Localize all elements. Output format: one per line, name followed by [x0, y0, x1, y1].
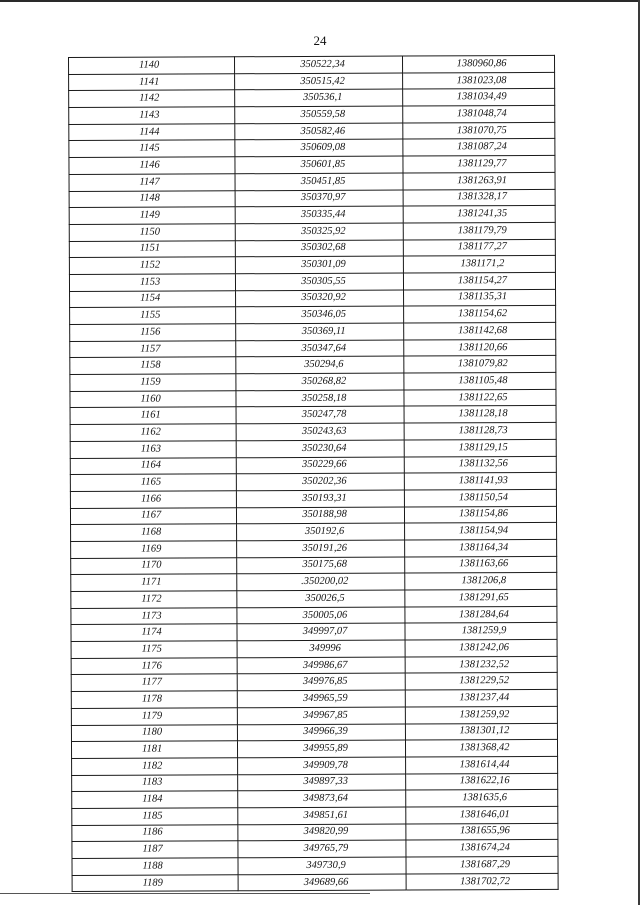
point-number-cell: 1171	[71, 574, 237, 591]
point-number-cell: 1142	[69, 90, 235, 107]
point-number-cell: 1175	[71, 641, 237, 658]
y-coordinate-cell: 1381241,35	[403, 206, 555, 223]
y-coordinate-cell: 1381259,9	[405, 623, 557, 640]
y-coordinate-cell: 1381177,27	[403, 239, 555, 256]
table-row	[70, 506, 556, 525]
x-coordinate-cell: 350305,55	[235, 273, 403, 290]
point-number-cell: 1155	[70, 307, 236, 324]
y-coordinate-cell: 1381105,48	[404, 372, 556, 389]
x-coordinate-cell: 349976,85	[237, 673, 405, 690]
x-coordinate-cell: 350175,68	[237, 557, 405, 574]
point-number-cell: 1149	[69, 207, 235, 224]
x-coordinate-cell: 350451,85	[235, 173, 403, 190]
y-coordinate-cell: 1381284,64	[405, 606, 557, 623]
x-coordinate-cell: 349986,67	[237, 657, 405, 674]
point-number-cell: 1157	[70, 340, 236, 357]
table-row	[71, 589, 557, 608]
y-coordinate-cell: 1381128,18	[404, 406, 556, 423]
table-row	[71, 573, 557, 592]
point-number-cell: 1143	[69, 107, 235, 124]
x-coordinate-cell: 350302,68	[235, 240, 403, 257]
x-coordinate-cell: 350347,64	[236, 340, 404, 357]
x-coordinate-cell: 350202,36	[236, 473, 404, 490]
table-row	[69, 189, 555, 208]
point-number-cell: 1187	[72, 841, 238, 858]
table-row	[70, 306, 556, 325]
point-number-cell: 1172	[71, 591, 237, 608]
x-coordinate-cell: 350188,98	[236, 507, 404, 524]
table-row	[69, 156, 555, 175]
point-number-cell: 1168	[71, 524, 237, 541]
point-number-cell: 1164	[70, 457, 236, 474]
y-coordinate-cell: 1381129,15	[404, 439, 556, 456]
point-number-cell: 1178	[71, 691, 237, 708]
y-coordinate-cell: 1381263,91	[403, 172, 555, 189]
x-coordinate-cell: 349820,99	[238, 824, 406, 841]
y-coordinate-cell: 1381702,72	[406, 873, 558, 890]
x-coordinate-cell: 349689,66	[238, 874, 406, 891]
y-coordinate-cell: 1381154,62	[404, 306, 556, 323]
table-row	[70, 289, 556, 308]
table-row	[72, 873, 558, 892]
point-number-cell: 1147	[69, 174, 235, 191]
table-row	[69, 105, 555, 124]
x-coordinate-cell: .350200,02	[237, 573, 405, 590]
x-coordinate-cell: 350294,6	[236, 356, 404, 373]
y-coordinate-cell: 1381142,68	[404, 322, 556, 339]
x-coordinate-cell: 350301,09	[235, 256, 403, 273]
point-number-cell: 1159	[70, 374, 236, 391]
point-number-cell: 1163	[70, 441, 236, 458]
x-coordinate-cell: 350559,58	[235, 106, 403, 123]
y-coordinate-cell: 1380960,86	[402, 55, 554, 72]
point-number-cell: 1186	[72, 824, 238, 841]
table-row	[70, 439, 556, 458]
point-number-cell: 1151	[69, 240, 235, 257]
y-coordinate-cell: 1381128,73	[404, 422, 556, 439]
point-number-cell: 1148	[69, 190, 235, 207]
point-number-cell: 1154	[70, 290, 236, 307]
table-row	[71, 639, 557, 658]
table-row	[72, 773, 558, 792]
x-coordinate-cell: 349873,64	[238, 790, 406, 807]
x-coordinate-cell: 349897,33	[238, 774, 406, 791]
y-coordinate-cell: 1381687,29	[406, 856, 558, 873]
point-number-cell: 1161	[70, 407, 236, 424]
point-number-cell: 1176	[71, 658, 237, 675]
point-number-cell: 1150	[69, 224, 235, 241]
x-coordinate-cell: 350229,66	[236, 457, 404, 474]
x-coordinate-cell: 350192,6	[237, 523, 405, 540]
table-row	[69, 172, 555, 191]
x-coordinate-cell: 349955,89	[237, 740, 405, 757]
y-coordinate-cell: 1381655,96	[406, 823, 558, 840]
point-number-cell: 1169	[71, 541, 237, 558]
y-coordinate-cell: 1381048,74	[403, 105, 555, 122]
x-coordinate-cell: 350369,11	[236, 323, 404, 340]
y-coordinate-cell: 1381141,93	[404, 473, 556, 490]
x-coordinate-cell: 350522,34	[235, 56, 403, 73]
page-edge-top	[0, 0, 640, 2]
point-number-cell: 1166	[70, 491, 236, 508]
table-row	[72, 756, 558, 775]
y-coordinate-cell: 1381164,34	[405, 539, 557, 556]
table-row	[72, 790, 558, 809]
point-number-cell: 1181	[71, 741, 237, 758]
table-row	[69, 222, 555, 241]
y-coordinate-cell: 1381135,31	[404, 289, 556, 306]
x-coordinate-cell: 350346,05	[236, 306, 404, 323]
table-row	[69, 139, 555, 158]
table-row	[70, 489, 556, 508]
point-number-cell: 1174	[71, 624, 237, 641]
y-coordinate-cell: 1381646,01	[406, 806, 558, 823]
table-row	[72, 856, 558, 875]
x-coordinate-cell: 350026,5	[237, 590, 405, 607]
y-coordinate-cell: 1381242,06	[405, 639, 557, 656]
page-edge-bottom	[0, 893, 370, 894]
table-row	[70, 339, 556, 358]
table-row	[70, 406, 556, 425]
point-number-cell: 1180	[71, 724, 237, 741]
x-coordinate-cell: 350247,78	[236, 406, 404, 423]
x-coordinate-cell: 350582,46	[235, 123, 403, 140]
y-coordinate-cell: 1381171,2	[403, 256, 555, 273]
x-coordinate-cell: 350191,26	[237, 540, 405, 557]
x-coordinate-cell: 350005,06	[237, 607, 405, 624]
table-row	[69, 272, 555, 291]
point-number-cell: 1182	[72, 758, 238, 775]
table-row	[71, 623, 557, 642]
y-coordinate-cell: 1381120,66	[404, 339, 556, 356]
point-number-cell: 1140	[69, 57, 235, 74]
point-number-cell: 1160	[70, 391, 236, 408]
y-coordinate-cell: 1381070,75	[403, 122, 555, 139]
table-row	[71, 556, 557, 575]
x-coordinate-cell: 349909,78	[238, 757, 406, 774]
table-row	[71, 740, 557, 759]
table-row	[69, 72, 555, 91]
table-row	[71, 606, 557, 625]
page-number: 24	[313, 33, 327, 48]
x-coordinate-cell: 349965,59	[237, 690, 405, 707]
table-row	[71, 689, 557, 708]
table-row	[72, 806, 558, 825]
y-coordinate-cell: 1381232,52	[405, 656, 557, 673]
point-number-cell: 1152	[69, 257, 235, 274]
x-coordinate-cell: 350193,31	[236, 490, 404, 507]
point-number-cell: 1153	[69, 274, 235, 291]
x-coordinate-cell: 349730,9	[238, 857, 406, 874]
point-number-cell: 1145	[69, 140, 235, 157]
table-row	[70, 356, 556, 375]
table-row	[71, 723, 557, 742]
point-number-cell: 1170	[71, 557, 237, 574]
table-row	[71, 656, 557, 675]
x-coordinate-cell: 349996	[237, 640, 405, 657]
table-row	[69, 89, 555, 108]
x-coordinate-cell: 350515,42	[235, 73, 403, 90]
y-coordinate-cell: 1381154,27	[403, 272, 555, 289]
table-row	[71, 523, 557, 542]
y-coordinate-cell: 1381132,56	[404, 456, 556, 473]
y-coordinate-cell: 1381368,42	[405, 740, 557, 757]
x-coordinate-cell: 349997,07	[237, 623, 405, 640]
point-number-cell: 1173	[71, 607, 237, 624]
point-number-cell: 1179	[71, 708, 237, 725]
point-number-cell: 1188	[72, 858, 238, 875]
y-coordinate-cell: 1381154,94	[405, 523, 557, 540]
table-row	[70, 389, 556, 408]
table-row	[70, 473, 556, 492]
x-coordinate-cell: 350230,64	[236, 440, 404, 457]
point-number-cell: 1156	[70, 324, 236, 341]
y-coordinate-cell: 1381122,65	[404, 389, 556, 406]
y-coordinate-cell: 1381301,12	[405, 723, 557, 740]
y-coordinate-cell: 1381291,65	[405, 589, 557, 606]
table-row	[71, 706, 557, 725]
table-row	[72, 823, 558, 842]
table-row	[71, 673, 557, 692]
x-coordinate-cell: 350609,08	[235, 139, 403, 156]
x-coordinate-cell: 349966,39	[237, 724, 405, 741]
table-row	[70, 456, 556, 475]
point-number-cell: 1165	[70, 474, 236, 491]
point-number-cell: 1146	[69, 157, 235, 174]
table-row	[69, 256, 555, 275]
point-number-cell: 1158	[70, 357, 236, 374]
table-row	[70, 372, 556, 391]
point-number-cell: 1189	[72, 874, 238, 891]
x-coordinate-cell: 350320,92	[236, 290, 404, 307]
point-number-cell: 1167	[70, 507, 236, 524]
x-coordinate-cell: 350243,63	[236, 423, 404, 440]
point-number-cell: 1162	[70, 424, 236, 441]
point-number-cell: 1144	[69, 124, 235, 141]
y-coordinate-cell: 1381229,52	[405, 673, 557, 690]
point-number-cell: 1177	[71, 674, 237, 691]
point-number-cell: 1183	[72, 774, 238, 791]
coordinates-table	[68, 55, 559, 892]
table-row	[70, 422, 556, 441]
y-coordinate-cell: 1381023,08	[403, 72, 555, 89]
y-coordinate-cell: 1381674,24	[406, 840, 558, 857]
x-coordinate-cell: 350258,18	[236, 390, 404, 407]
y-coordinate-cell: 1381154,86	[404, 506, 556, 523]
y-coordinate-cell: 1381622,16	[406, 773, 558, 790]
y-coordinate-cell: 1381237,44	[405, 689, 557, 706]
table-row	[72, 840, 558, 859]
y-coordinate-cell: 1381087,24	[403, 139, 555, 156]
y-coordinate-cell: 1381206,8	[405, 573, 557, 590]
y-coordinate-cell: 1381635,6	[406, 790, 558, 807]
table-row	[69, 55, 555, 74]
x-coordinate-cell: 349851,61	[238, 807, 406, 824]
y-coordinate-cell: 1381034,49	[403, 89, 555, 106]
y-coordinate-cell: 1381259,92	[405, 706, 557, 723]
table-row	[69, 122, 555, 141]
x-coordinate-cell: 349765,79	[238, 840, 406, 857]
point-number-cell: 1184	[72, 791, 238, 808]
point-number-cell: 1185	[72, 808, 238, 825]
coordinates-table-body	[69, 55, 559, 891]
y-coordinate-cell: 1381150,54	[404, 489, 556, 506]
x-coordinate-cell: 349967,85	[237, 707, 405, 724]
y-coordinate-cell: 1381079,82	[404, 356, 556, 373]
x-coordinate-cell: 350325,92	[235, 223, 403, 240]
table-row	[69, 206, 555, 225]
x-coordinate-cell: 350370,97	[235, 190, 403, 207]
x-coordinate-cell: 350536,1	[235, 89, 403, 106]
point-number-cell: 1141	[69, 73, 235, 90]
x-coordinate-cell: 350268,82	[236, 373, 404, 390]
y-coordinate-cell: 1381163,66	[405, 556, 557, 573]
table-row	[69, 239, 555, 258]
x-coordinate-cell: 350335,44	[235, 206, 403, 223]
y-coordinate-cell: 1381179,79	[403, 222, 555, 239]
x-coordinate-cell: 350601,85	[235, 156, 403, 173]
y-coordinate-cell: 1381129,77	[403, 156, 555, 173]
y-coordinate-cell: 1381328,17	[403, 189, 555, 206]
table-row	[70, 322, 556, 341]
y-coordinate-cell: 1381614,44	[406, 756, 558, 773]
table-row	[71, 539, 557, 558]
